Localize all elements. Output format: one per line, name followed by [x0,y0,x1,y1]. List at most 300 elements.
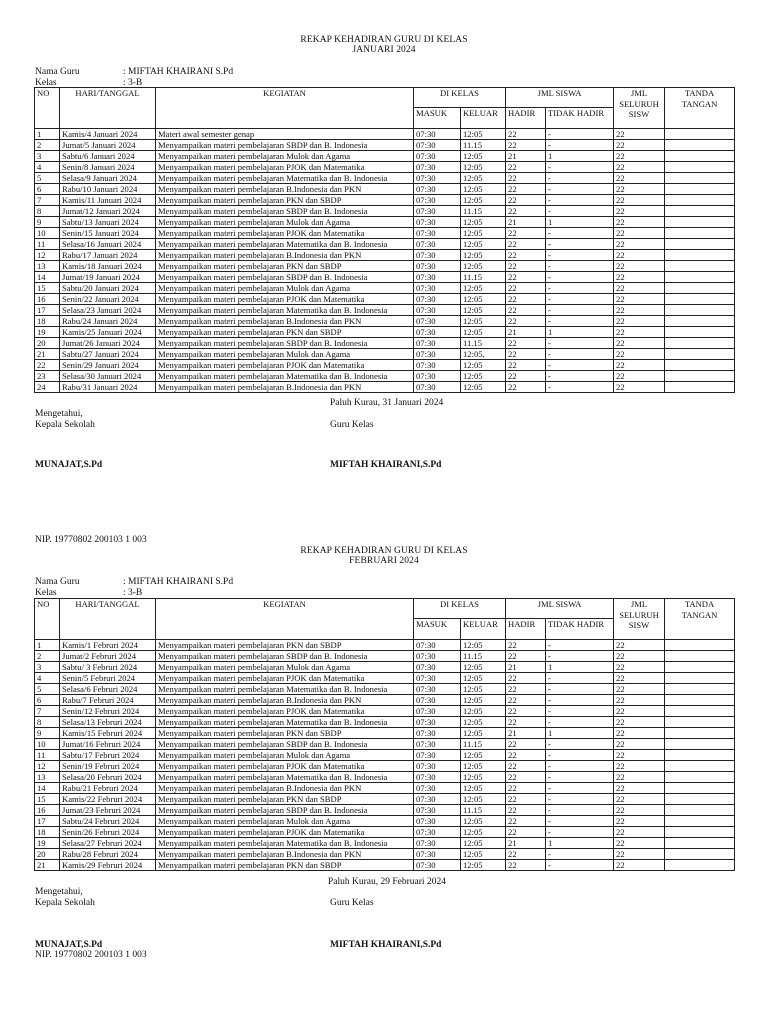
guru-kelas-label: Guru Kelas [330,420,374,430]
table-row [35,151,735,162]
row-tidak-hadir: - [546,860,614,871]
table-row [35,250,735,261]
table-row [35,772,735,783]
row-jml-seluruh: 22 [614,651,665,662]
row-keluar: 12:05 [461,283,506,294]
row-hari-tanggal: Sabtu/ 3 Februri 2024 [60,662,156,673]
row-hari-tanggal: Rabu/31 Januari 2024 [60,382,156,393]
row-hari-tanggal: Selasa/23 Januari 2024 [60,305,156,316]
kelas-label: Kelas [35,587,57,598]
row-masuk: 07:30 [414,217,461,228]
row-hadir: 22 [506,206,546,217]
row-jml-seluruh: 22 [614,283,665,294]
row-kegiatan: Menyampaikan materi pembelajaran PJOK dan Matematika [156,706,414,717]
row-tanda-tangan [665,129,735,140]
row-jml-seluruh: 22 [614,838,665,849]
row-masuk: 07:30 [414,294,461,305]
row-kegiatan: Menyampaikan materi pembelajaran Matematika dan B. Indonesia [156,305,414,316]
row-tidak-hadir: - [546,805,614,816]
table-row [35,162,735,173]
row-hari-tanggal: Kamis/22 Februri 2024 [60,794,156,805]
row-kegiatan: Menyampaikan materi pembelajaran SBDP dan B. Indonesia [156,272,414,283]
row-masuk: 07:30 [414,739,461,750]
row-kegiatan: Menyampaikan materi pembelajaran Matematika dan B. Indonesia [156,684,414,695]
row-masuk: 07:30 [414,228,461,239]
col-kegiatan: KEGIATAN [156,599,414,640]
row-keluar: 12:05 [461,195,506,206]
row-tanda-tangan [665,162,735,173]
row-hari-tanggal: Rabu/28 Februri 2024 [60,849,156,860]
row-hari-tanggal: Senin/15 Januari 2024 [60,228,156,239]
row-keluar: 12:05 [461,250,506,261]
row-hadir: 22 [506,860,546,871]
row-masuk: 07:30 [414,706,461,717]
row-tidak-hadir: 1 [546,327,614,338]
row-tanda-tangan [665,206,735,217]
row-keluar: 12:05 [461,316,506,327]
row-hari-tanggal: Kamis/18 Januari 2024 [60,261,156,272]
row-keluar: 12:05 [461,261,506,272]
row-kegiatan: Menyampaikan materi pembelajaran PJOK dan Matematika [156,228,414,239]
row-jml-seluruh: 22 [614,151,665,162]
table-row [35,239,735,250]
row-kegiatan: Menyampaikan materi pembelajaran PKN dan SBDP [156,195,414,206]
row-hadir: 21 [506,838,546,849]
row-hadir: 22 [506,316,546,327]
row-tanda-tangan [665,250,735,261]
row-jml-seluruh: 22 [614,371,665,382]
row-tidak-hadir: - [546,272,614,283]
table-row [35,673,735,684]
row-no: 6 [35,184,60,195]
row-jml-seluruh: 22 [614,261,665,272]
row-hari-tanggal: Sabtu/20 Januari 2024 [60,283,156,294]
row-hadir: 22 [506,294,546,305]
row-tanda-tangan [665,283,735,294]
row-keluar: 12:05 [461,838,506,849]
row-tanda-tangan [665,261,735,272]
row-tanda-tangan [665,184,735,195]
row-hadir: 22 [506,816,546,827]
row-hari-tanggal: Senin/5 Februri 2024 [60,673,156,684]
col-masuk: MASUK [414,108,461,129]
col-hadir: HADIR [506,108,546,129]
row-keluar: 11.15 [461,338,506,349]
row-jml-seluruh: 22 [614,860,665,871]
row-no: 17 [35,305,60,316]
row-tidak-hadir: - [546,739,614,750]
row-jml-seluruh: 22 [614,195,665,206]
table-row [35,360,735,371]
row-tidak-hadir: 1 [546,728,614,739]
row-jml-seluruh: 22 [614,360,665,371]
col-no: NO [35,599,60,640]
table-row [35,728,735,739]
row-no: 4 [35,162,60,173]
table-row [35,838,735,849]
row-masuk: 07:30 [414,338,461,349]
row-jml-seluruh: 22 [614,684,665,695]
row-no: 1 [35,640,60,651]
col-jml-siswa: JML SISWA [506,88,614,108]
row-tanda-tangan [665,783,735,794]
kepala-sekolah-name: MUNAJAT,S.Pd [35,460,103,470]
row-kegiatan: Menyampaikan materi pembelajaran PKN dan SBDP [156,261,414,272]
table-row [35,695,735,706]
row-keluar: 12:05 [461,662,506,673]
row-tidak-hadir: - [546,250,614,261]
row-tanda-tangan [665,827,735,838]
row-jml-seluruh: 22 [614,805,665,816]
row-kegiatan: Menyampaikan materi pembelajaran PJOK dan Matematika [156,162,414,173]
col-hari-tanggal: HARI/TANGGAL [60,88,156,129]
row-masuk: 07:30 [414,283,461,294]
table-row [35,349,735,360]
guru-label: Nama Guru [35,577,80,587]
row-masuk: 07:30 [414,349,461,360]
table-row [35,684,735,695]
attendance-table [34,87,735,393]
row-kegiatan: Menyampaikan materi pembelajaran B.Indonesia dan PKN [156,783,414,794]
col-no: NO [35,88,60,129]
doc-title: REKAP KEHADIRAN GURU DI KELAS [300,35,468,45]
row-masuk: 07:30 [414,827,461,838]
row-kegiatan: Menyampaikan materi pembelajaran Mulok dan Agama [156,217,414,228]
row-kegiatan: Menyampaikan materi pembelajaran PJOK dan Matematika [156,827,414,838]
row-no: 3 [35,151,60,162]
row-masuk: 07:30 [414,327,461,338]
row-hari-tanggal: Selasa/9 Januari 2024 [60,173,156,184]
row-no: 16 [35,805,60,816]
table-row [35,761,735,772]
table-row [35,805,735,816]
row-jml-seluruh: 22 [614,816,665,827]
row-tanda-tangan [665,849,735,860]
row-hari-tanggal: Jumat/16 Februri 2024 [60,739,156,750]
row-tidak-hadir: - [546,794,614,805]
row-masuk: 07:30 [414,794,461,805]
row-keluar: 12:05 [461,371,506,382]
table-row [35,272,735,283]
row-tanda-tangan [665,173,735,184]
row-kegiatan: Menyampaikan materi pembelajaran Mulok dan Agama [156,750,414,761]
row-keluar: 12:05 [461,794,506,805]
row-jml-seluruh: 22 [614,228,665,239]
row-kegiatan: Menyampaikan materi pembelajaran B.Indonesia dan PKN [156,382,414,393]
row-hari-tanggal: Senin/8 Januari 2024 [60,162,156,173]
row-jml-seluruh: 22 [614,827,665,838]
row-keluar: 12:05 [461,151,506,162]
row-kegiatan: Menyampaikan materi pembelajaran Matematika dan B. Indonesia [156,772,414,783]
row-hari-tanggal: Sabtu/13 Januari 2024 [60,217,156,228]
kepala-sekolah-name: MUNAJAT,S.Pd [35,940,103,950]
row-hadir: 22 [506,695,546,706]
row-tanda-tangan [665,640,735,651]
row-keluar: 12:05 [461,717,506,728]
row-hari-tanggal: Jumat/23 Februri 2024 [60,805,156,816]
row-masuk: 07:30 [414,305,461,316]
row-keluar: 12:05 [461,849,506,860]
row-kegiatan: Menyampaikan materi pembelajaran B.Indonesia dan PKN [156,184,414,195]
guru-info [35,67,233,88]
guru-label: Nama Guru [35,67,80,77]
row-tanda-tangan [665,316,735,327]
row-masuk: 07:30 [414,371,461,382]
kepala-sekolah-label: Kepala Sekolah [35,420,95,430]
row-no: 9 [35,728,60,739]
row-tidak-hadir: 1 [546,151,614,162]
row-no: 13 [35,261,60,272]
row-tidak-hadir: - [546,316,614,327]
row-no: 18 [35,316,60,327]
row-tanda-tangan [665,816,735,827]
row-tidak-hadir: - [546,338,614,349]
row-masuk: 07:30 [414,239,461,250]
row-keluar: 12:05 [461,360,506,371]
row-hadir: 22 [506,140,546,151]
row-hari-tanggal: Selasa/20 Februri 2024 [60,772,156,783]
table-row [35,283,735,294]
row-tidak-hadir: - [546,673,614,684]
row-hadir: 22 [506,827,546,838]
row-jml-seluruh: 22 [614,294,665,305]
row-masuk: 07:30 [414,129,461,140]
row-hari-tanggal: Sabtu/27 Januari 2024 [60,349,156,360]
row-kegiatan: Menyampaikan materi pembelajaran Mulok dan Agama [156,816,414,827]
col-masuk: MASUK [414,619,461,640]
row-tidak-hadir: - [546,849,614,860]
row-hari-tanggal: Jumat/26 Januari 2024 [60,338,156,349]
row-no: 20 [35,849,60,860]
row-keluar: 11.15 [461,140,506,151]
row-jml-seluruh: 22 [614,750,665,761]
row-tanda-tangan [665,860,735,871]
row-tidak-hadir: 1 [546,838,614,849]
row-jml-seluruh: 22 [614,783,665,794]
table-row [35,338,735,349]
col-kegiatan: KEGIATAN [156,88,414,129]
row-kegiatan: Menyampaikan materi pembelajaran PKN dan SBDP [156,327,414,338]
row-hari-tanggal: Jumat/2 Februri 2024 [60,651,156,662]
row-hari-tanggal: Selasa/16 Januari 2024 [60,239,156,250]
table-row [35,860,735,871]
row-hari-tanggal: Kamis/29 Februri 2024 [60,860,156,871]
row-keluar: 12:05 [461,217,506,228]
row-kegiatan: Menyampaikan materi pembelajaran Matematika dan B. Indonesia [156,838,414,849]
row-hadir: 22 [506,338,546,349]
row-hari-tanggal: Selasa/27 Februri 2024 [60,838,156,849]
row-no: 23 [35,371,60,382]
row-hari-tanggal: Kamis/11 Januari 2024 [60,195,156,206]
row-tanda-tangan [665,728,735,739]
row-tidak-hadir: - [546,651,614,662]
row-masuk: 07:30 [414,673,461,684]
row-hadir: 22 [506,228,546,239]
row-keluar: 12:05 [461,783,506,794]
row-no: 4 [35,673,60,684]
row-hari-tanggal: Sabtu/24 Februri 2024 [60,816,156,827]
row-hari-tanggal: Kamis/4 Januari 2024 [60,129,156,140]
row-no: 10 [35,739,60,750]
row-tidak-hadir: - [546,294,614,305]
row-jml-seluruh: 22 [614,739,665,750]
row-hadir: 22 [506,250,546,261]
row-keluar: 12:05 [461,728,506,739]
row-tidak-hadir: - [546,761,614,772]
row-kegiatan: Menyampaikan materi pembelajaran PJOK dan Matematika [156,360,414,371]
row-tanda-tangan [665,327,735,338]
row-tanda-tangan [665,338,735,349]
row-masuk: 07:30 [414,250,461,261]
attendance-table [34,598,735,871]
table-row [35,305,735,316]
row-hadir: 21 [506,327,546,338]
row-tidak-hadir: - [546,184,614,195]
doc-title: REKAP KEHADIRAN GURU DI KELAS [300,546,468,556]
row-hadir: 22 [506,184,546,195]
row-jml-seluruh: 22 [614,129,665,140]
row-tidak-hadir: - [546,783,614,794]
row-keluar: 12:05 [461,305,506,316]
row-kegiatan: Menyampaikan materi pembelajaran PKN dan SBDP [156,640,414,651]
row-hari-tanggal: Jumat/12 Januari 2024 [60,206,156,217]
row-masuk: 07:30 [414,640,461,651]
row-masuk: 07:30 [414,761,461,772]
row-hari-tanggal: Kamis/15 Februri 2024 [60,728,156,739]
row-tidak-hadir: - [546,239,614,250]
row-masuk: 07:30 [414,849,461,860]
row-no: 17 [35,816,60,827]
row-tanda-tangan [665,717,735,728]
row-hadir: 22 [506,382,546,393]
row-jml-seluruh: 22 [614,640,665,651]
row-kegiatan: Menyampaikan materi pembelajaran PKN dan SBDP [156,794,414,805]
table-row [35,140,735,151]
row-jml-seluruh: 22 [614,206,665,217]
table-row [35,228,735,239]
row-tanda-tangan [665,360,735,371]
row-keluar: 11.15 [461,805,506,816]
row-no: 14 [35,272,60,283]
row-jml-seluruh: 22 [614,761,665,772]
row-hadir: 22 [506,261,546,272]
row-kegiatan: Menyampaikan materi pembelajaran PJOK dan Matematika [156,761,414,772]
row-tanda-tangan [665,382,735,393]
row-tidak-hadir: - [546,827,614,838]
row-kegiatan: Menyampaikan materi pembelajaran B.Indonesia dan PKN [156,250,414,261]
row-jml-seluruh: 22 [614,217,665,228]
col-tidak-hadir: TIDAK HADIR [546,619,614,640]
row-hadir: 22 [506,173,546,184]
row-kegiatan: Menyampaikan materi pembelajaran Matematika dan B. Indonesia [156,717,414,728]
col-jml-seluruh: JML SELURUH SISW [614,88,665,129]
row-tanda-tangan [665,140,735,151]
row-masuk: 07:30 [414,717,461,728]
row-jml-seluruh: 22 [614,239,665,250]
row-jml-seluruh: 22 [614,140,665,151]
mengetahui-label: Mengetahui, [35,409,83,419]
guru-value: : MIFTAH KHAIRANI S.Pd [123,67,234,77]
row-tidak-hadir: - [546,206,614,217]
row-kegiatan: Menyampaikan materi pembelajaran Matematika dan B. Indonesia [156,173,414,184]
row-no: 1 [35,129,60,140]
table-row [35,794,735,805]
row-kegiatan: Menyampaikan materi pembelajaran PJOK dan Matematika [156,294,414,305]
row-hari-tanggal: Senin/12 Februri 2024 [60,706,156,717]
row-keluar: 12:05 [461,673,506,684]
row-tanda-tangan [665,371,735,382]
row-tidak-hadir: - [546,695,614,706]
row-hadir: 22 [506,783,546,794]
row-hari-tanggal: Jumat/5 Januari 2024 [60,140,156,151]
table-row [35,750,735,761]
row-tidak-hadir: - [546,717,614,728]
col-keluar: KELUAR [461,108,506,129]
row-no: 12 [35,250,60,261]
row-kegiatan: Menyampaikan materi pembelajaran PJOK dan Matematika [156,673,414,684]
row-jml-seluruh: 22 [614,728,665,739]
row-masuk: 07:30 [414,651,461,662]
row-masuk: 07:30 [414,382,461,393]
table-row [35,206,735,217]
row-no: 3 [35,662,60,673]
table-row [35,129,735,140]
row-tanda-tangan [665,673,735,684]
row-jml-seluruh: 22 [614,327,665,338]
col-jml-seluruh: JML SELURUH SISW [614,599,665,640]
row-keluar: 12:05 [461,772,506,783]
row-jml-seluruh: 22 [614,272,665,283]
col-jml-siswa: JML SISWA [506,599,614,619]
row-no: 10 [35,228,60,239]
row-no: 18 [35,827,60,838]
row-no: 2 [35,140,60,151]
table-row [35,827,735,838]
row-tanda-tangan [665,794,735,805]
row-hari-tanggal: Rabu/21 Februri 2024 [60,783,156,794]
table-row [35,382,735,393]
row-keluar: 12:05 [461,162,506,173]
row-tanda-tangan [665,838,735,849]
row-keluar: 12:05 [461,706,506,717]
table-row [35,816,735,827]
row-tanda-tangan [665,750,735,761]
row-keluar: 12:05 [461,129,506,140]
row-no: 6 [35,695,60,706]
row-keluar: 12:05 [461,695,506,706]
row-hari-tanggal: Senin/29 Januari 2024 [60,360,156,371]
row-keluar: 12:05 [461,761,506,772]
row-no: 11 [35,239,60,250]
row-tidak-hadir: - [546,140,614,151]
row-jml-seluruh: 22 [614,349,665,360]
row-hari-tanggal: Rabu/7 Februri 2024 [60,695,156,706]
row-jml-seluruh: 22 [614,717,665,728]
row-tidak-hadir: - [546,706,614,717]
row-kegiatan: Menyampaikan materi pembelajaran SBDP dan B. Indonesia [156,805,414,816]
row-hadir: 22 [506,761,546,772]
row-hadir: 21 [506,728,546,739]
row-no: 11 [35,750,60,761]
row-tanda-tangan [665,349,735,360]
row-kegiatan: Materi awal semester genap [156,129,414,140]
row-kegiatan: Menyampaikan materi pembelajaran SBDP dan B. Indonesia [156,140,414,151]
row-hadir: 21 [506,662,546,673]
row-jml-seluruh: 22 [614,382,665,393]
row-masuk: 07:30 [414,750,461,761]
table-row [35,640,735,651]
row-hadir: 22 [506,162,546,173]
